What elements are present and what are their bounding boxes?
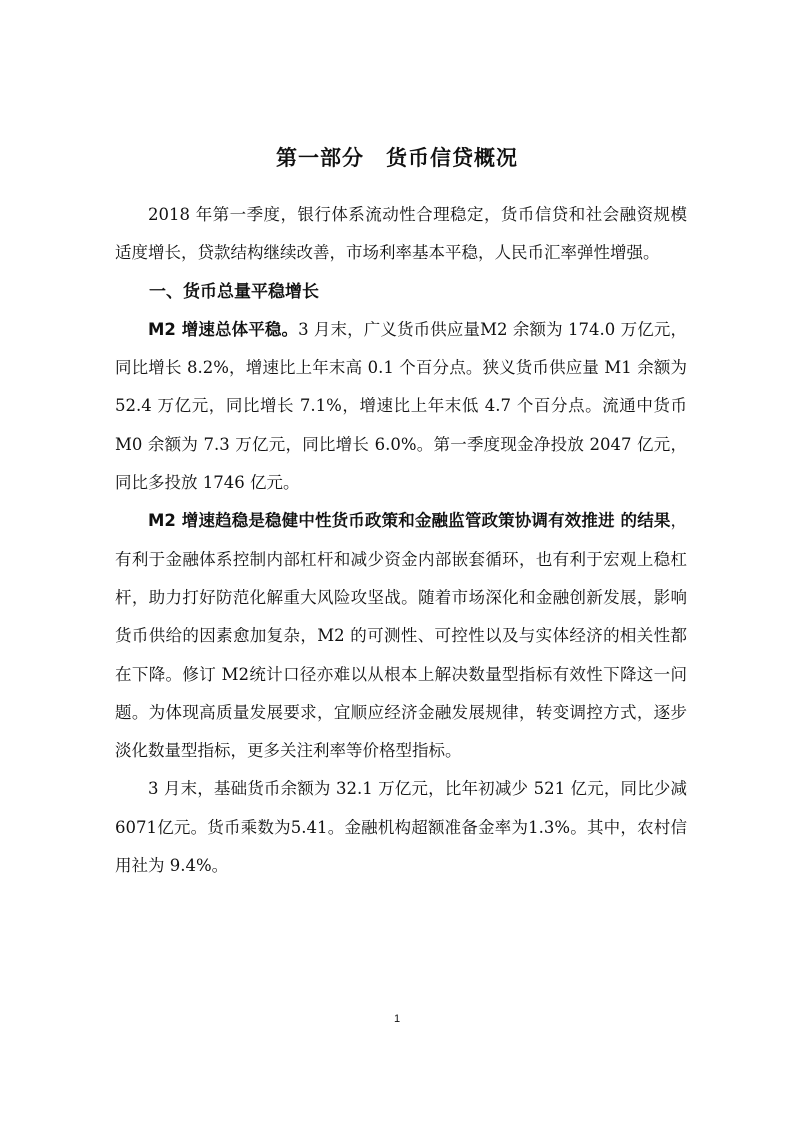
page-number: 1 <box>393 1013 401 1025</box>
intro-paragraph: 2018 年第一季度，银行体系流动性合理稳定，货币信贷和社会融资规模适度增长，贷款结构继续改善，市场利率基本平稳，人民币汇率弹性增强。 <box>115 205 687 263</box>
paragraph-text: 3 月末，广义货币供应量M2 余额为 174.0 万亿元，同比增长 8.2%，增速比上年末高 0.1 个百分点。狭义货币供应量 M1 余额为 52.4 万亿元，同比增长 7.1%，增速比上年末低 4.7 个百分点。流通中货币 M0 余额为 7.3 万亿元，同比增长 6.0%。第一季度现金净投放 2047 亿元，同比多投放 1746 亿元。 <box>115 319 687 493</box>
paragraph-lead: M2 增速总体平稳。 <box>148 319 299 339</box>
paragraph-text: ，有利于金融体系控制内部杠杆和减少资金内部嵌套循环，也有利于宏观上稳杠杆，助力打好防范化解重大风险攻坚战。随着市场深化和金融创新发展，影响货币供给的因素愈加复杂，M2 的可测性、可控性以及与实体经济的相关性都在下降。修订 M2统计口径亦难以从根本上解决数量型指标有效性下降这一问题。为体现高质量发展要求，宜顺应经济金融发展规律，转变调控方式，逐步淡化数量型指标，更多关注利率等价格型指标。 <box>115 511 687 761</box>
page-title: 第一部分 货币信贷概况 <box>276 146 518 170</box>
paragraph-m2-growth <box>115 311 687 502</box>
section-heading: 一、货币总量平稳增长 <box>149 281 319 302</box>
paragraph-base-money: 3 月末，基础货币余额为 32.1 万亿元，比年初减少 521 亿元，同比少减6071亿元。货币乘数为5.41。金融机构超额准备金率为1.3%。其中，农村信用社为 9.4%。 <box>115 779 687 876</box>
document-body <box>115 196 687 885</box>
paragraph-m2-stability <box>115 502 687 770</box>
paragraph-lead: M2 增速趋稳是稳健中性货币政策和金融监管政策协调有效推进 的结果 <box>148 511 671 531</box>
